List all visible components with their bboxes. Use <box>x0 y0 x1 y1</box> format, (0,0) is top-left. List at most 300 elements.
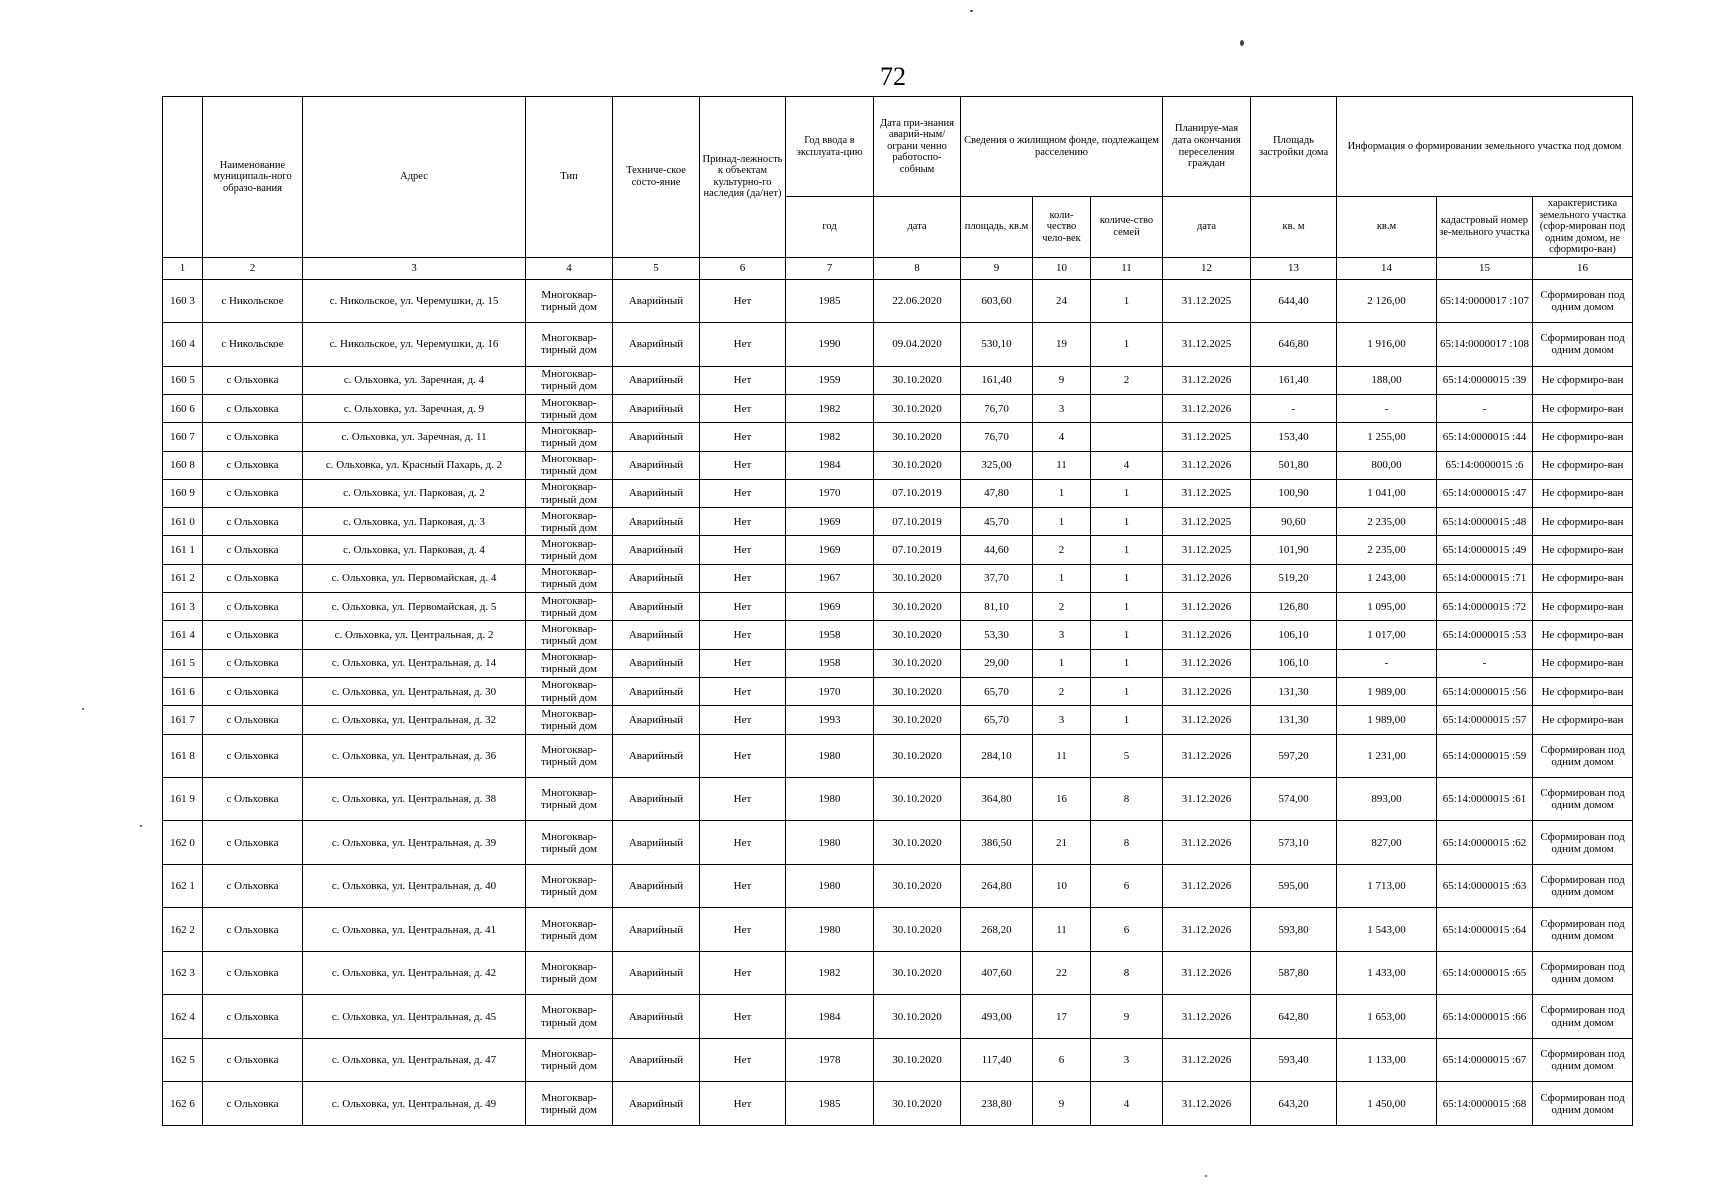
land-status-cell: Сформирован под одним домом <box>1533 1038 1633 1081</box>
land-status-cell: Не сформиро-ван <box>1533 366 1633 394</box>
land-status-cell: Не сформиро-ван <box>1533 593 1633 621</box>
land-status-cell: Не сформиро-ван <box>1533 649 1633 677</box>
family-count-cell: 6 <box>1091 908 1163 951</box>
resettlement-date-cell: 31.12.2026 <box>1163 951 1251 994</box>
row-number: 161 9 <box>163 778 203 821</box>
resettlement-date-cell: 31.12.2026 <box>1163 677 1251 705</box>
scan-speck <box>140 825 142 827</box>
address-cell: с. Ольховка, ул. Заречная, д. 9 <box>303 394 526 422</box>
header-commission-year: Год ввода в эксплуата-цию <box>786 97 874 197</box>
cadastral-number-cell: 65:14:0000015 :62 <box>1437 821 1533 864</box>
row-number: 161 7 <box>163 706 203 734</box>
address-cell: с. Ольховка, ул. Центральная, д. 2 <box>303 621 526 649</box>
family-count-cell: 8 <box>1091 951 1163 994</box>
building-area-cell: 593,80 <box>1251 908 1337 951</box>
type-cell: Многоквар-тирный дом <box>526 1082 613 1126</box>
column-number: 3 <box>303 257 526 279</box>
emergency-date-cell: 30.10.2020 <box>874 593 961 621</box>
municipality-cell: с Ольховка <box>203 778 303 821</box>
address-cell: с. Ольховка, ул. Центральная, д. 45 <box>303 995 526 1038</box>
commission-year-cell: 1967 <box>786 564 874 592</box>
building-area-cell: 90,60 <box>1251 508 1337 536</box>
municipality-cell: с Ольховка <box>203 706 303 734</box>
housing-area-cell: 364,80 <box>961 778 1033 821</box>
municipality-cell: с Ольховка <box>203 423 303 451</box>
technical-state-cell: Аварийный <box>613 323 700 366</box>
cadastral-number-cell: - <box>1437 649 1533 677</box>
emergency-date-cell: 30.10.2020 <box>874 366 961 394</box>
municipality-cell: с Ольховка <box>203 508 303 536</box>
people-count-cell: 3 <box>1033 621 1091 649</box>
column-number: 1 <box>163 257 203 279</box>
technical-state-cell: Аварийный <box>613 479 700 507</box>
type-cell: Многоквар-тирный дом <box>526 734 613 777</box>
column-number: 16 <box>1533 257 1633 279</box>
resettlement-date-cell: 31.12.2026 <box>1163 864 1251 907</box>
heritage-cell: Нет <box>700 451 786 479</box>
heritage-cell: Нет <box>700 649 786 677</box>
cadastral-number-cell: 65:14:0000015 :68 <box>1437 1082 1533 1126</box>
heritage-cell: Нет <box>700 677 786 705</box>
technical-state-cell: Аварийный <box>613 564 700 592</box>
resettlement-date-cell: 31.12.2025 <box>1163 479 1251 507</box>
municipality-cell: с Ольховка <box>203 951 303 994</box>
technical-state-cell: Аварийный <box>613 394 700 422</box>
people-count-cell: 22 <box>1033 951 1091 994</box>
type-cell: Многоквар-тирный дом <box>526 821 613 864</box>
technical-state-cell: Аварийный <box>613 734 700 777</box>
people-count-cell: 4 <box>1033 423 1091 451</box>
building-area-cell: 587,80 <box>1251 951 1337 994</box>
people-count-cell: 11 <box>1033 908 1091 951</box>
family-count-cell: 1 <box>1091 536 1163 564</box>
table-row <box>163 621 1633 649</box>
people-count-cell: 24 <box>1033 279 1091 322</box>
land-area-cell: 1 243,00 <box>1337 564 1437 592</box>
scan-speck <box>82 708 84 710</box>
technical-state-cell: Аварийный <box>613 908 700 951</box>
column-number: 10 <box>1033 257 1091 279</box>
building-area-cell: 131,30 <box>1251 706 1337 734</box>
type-cell: Многоквар-тирный дом <box>526 479 613 507</box>
land-status-cell: Сформирован под одним домом <box>1533 908 1633 951</box>
emergency-date-cell: 30.10.2020 <box>874 423 961 451</box>
resettlement-date-cell: 31.12.2026 <box>1163 649 1251 677</box>
row-number: 160 7 <box>163 423 203 451</box>
housing-area-cell: 45,70 <box>961 508 1033 536</box>
housing-area-cell: 44,60 <box>961 536 1033 564</box>
emergency-date-cell: 22.06.2020 <box>874 279 961 322</box>
table-body <box>163 279 1633 1125</box>
building-area-cell: 519,20 <box>1251 564 1337 592</box>
cadastral-number-cell: 65:14:0000015 :66 <box>1437 995 1533 1038</box>
emergency-date-cell: 30.10.2020 <box>874 951 961 994</box>
municipality-cell: с Ольховка <box>203 564 303 592</box>
column-number: 13 <box>1251 257 1337 279</box>
row-number: 162 3 <box>163 951 203 994</box>
building-area-cell: 501,80 <box>1251 451 1337 479</box>
table-row <box>163 908 1633 951</box>
family-count-cell: 1 <box>1091 621 1163 649</box>
cadastral-number-cell: 65:14:0000015 :57 <box>1437 706 1533 734</box>
resettlement-date-cell: 31.12.2025 <box>1163 423 1251 451</box>
row-number: 160 3 <box>163 279 203 322</box>
address-cell: с. Ольховка, ул. Центральная, д. 49 <box>303 1082 526 1126</box>
table-row <box>163 1038 1633 1081</box>
family-count-cell: 1 <box>1091 279 1163 322</box>
municipality-cell: с Ольховка <box>203 1038 303 1081</box>
housing-area-cell: 386,50 <box>961 821 1033 864</box>
heritage-cell: Нет <box>700 1038 786 1081</box>
land-area-cell: 1 255,00 <box>1337 423 1437 451</box>
building-area-cell: 101,90 <box>1251 536 1337 564</box>
emergency-date-cell: 30.10.2020 <box>874 649 961 677</box>
municipality-cell: с Ольховка <box>203 821 303 864</box>
cadastral-number-cell: 65:14:0000015 :64 <box>1437 908 1533 951</box>
people-count-cell: 6 <box>1033 1038 1091 1081</box>
table-row <box>163 564 1633 592</box>
table-row <box>163 778 1633 821</box>
housing-area-cell: 37,70 <box>961 564 1033 592</box>
people-count-cell: 11 <box>1033 734 1091 777</box>
commission-year-cell: 1980 <box>786 734 874 777</box>
column-number: 15 <box>1437 257 1533 279</box>
address-cell: с. Ольховка, ул. Центральная, д. 38 <box>303 778 526 821</box>
address-cell: с. Ольховка, ул. Центральная, д. 14 <box>303 649 526 677</box>
emergency-date-cell: 30.10.2020 <box>874 621 961 649</box>
housing-area-cell: 603,60 <box>961 279 1033 322</box>
resettlement-date-cell: 31.12.2026 <box>1163 995 1251 1038</box>
resettlement-date-cell: 31.12.2026 <box>1163 706 1251 734</box>
emergency-date-cell: 30.10.2020 <box>874 394 961 422</box>
heritage-cell: Нет <box>700 621 786 649</box>
address-cell: с. Ольховка, ул. Заречная, д. 11 <box>303 423 526 451</box>
header-emergency-date: Дата при-знания аварий-ным/ограни ченно работоспо-собным <box>874 97 961 197</box>
row-number: 161 4 <box>163 621 203 649</box>
land-area-cell: 800,00 <box>1337 451 1437 479</box>
row-number: 160 4 <box>163 323 203 366</box>
address-cell: с. Ольховка, ул. Центральная, д. 47 <box>303 1038 526 1081</box>
building-area-cell: 106,10 <box>1251 621 1337 649</box>
housing-registry-table <box>162 96 1633 1126</box>
municipality-cell: с Ольховка <box>203 394 303 422</box>
column-number: 14 <box>1337 257 1437 279</box>
building-area-cell: 161,40 <box>1251 366 1337 394</box>
row-number: 162 6 <box>163 1082 203 1126</box>
building-area-cell: - <box>1251 394 1337 422</box>
commission-year-cell: 1958 <box>786 649 874 677</box>
subheader-land-area-unit: кв.м <box>1337 197 1437 258</box>
row-number: 162 1 <box>163 864 203 907</box>
cadastral-number-cell: 65:14:0000015 :65 <box>1437 951 1533 994</box>
resettlement-date-cell: 31.12.2025 <box>1163 279 1251 322</box>
heritage-cell: Нет <box>700 995 786 1038</box>
cadastral-number-cell: 65:14:0000015 :48 <box>1437 508 1533 536</box>
table-row <box>163 821 1633 864</box>
resettlement-date-cell: 31.12.2026 <box>1163 394 1251 422</box>
scan-speck <box>1205 1175 1207 1177</box>
address-cell: с. Ольховка, ул. Центральная, д. 36 <box>303 734 526 777</box>
land-area-cell: 1 989,00 <box>1337 706 1437 734</box>
address-cell: с. Ольховка, ул. Центральная, д. 32 <box>303 706 526 734</box>
row-number: 162 5 <box>163 1038 203 1081</box>
people-count-cell: 19 <box>1033 323 1091 366</box>
commission-year-cell: 1985 <box>786 1082 874 1126</box>
heritage-cell: Нет <box>700 821 786 864</box>
commission-year-cell: 1993 <box>786 706 874 734</box>
row-number: 161 8 <box>163 734 203 777</box>
land-area-cell: 1 433,00 <box>1337 951 1437 994</box>
subheader-people: коли-чество чело-век <box>1033 197 1091 258</box>
housing-area-cell: 238,80 <box>961 1082 1033 1126</box>
technical-state-cell: Аварийный <box>613 536 700 564</box>
type-cell: Многоквар-тирный дом <box>526 323 613 366</box>
family-count-cell: 4 <box>1091 1082 1163 1126</box>
land-status-cell: Не сформиро-ван <box>1533 621 1633 649</box>
people-count-cell: 9 <box>1033 1082 1091 1126</box>
technical-state-cell: Аварийный <box>613 593 700 621</box>
land-status-cell: Не сформиро-ван <box>1533 508 1633 536</box>
technical-state-cell: Аварийный <box>613 423 700 451</box>
family-count-cell: 6 <box>1091 864 1163 907</box>
emergency-date-cell: 07.10.2019 <box>874 508 961 536</box>
municipality-cell: с Ольховка <box>203 864 303 907</box>
cadastral-number-cell: 65:14:0000015 :59 <box>1437 734 1533 777</box>
family-count-cell: 2 <box>1091 366 1163 394</box>
cadastral-number-cell: 65:14:0000015 :56 <box>1437 677 1533 705</box>
resettlement-date-cell: 31.12.2026 <box>1163 451 1251 479</box>
row-number: 161 6 <box>163 677 203 705</box>
municipality-cell: с Ольховка <box>203 366 303 394</box>
commission-year-cell: 1982 <box>786 423 874 451</box>
row-number: 161 2 <box>163 564 203 592</box>
resettlement-date-cell: 31.12.2026 <box>1163 621 1251 649</box>
header-land-info: Информация о формировании земельного участка под домом <box>1337 97 1633 197</box>
type-cell: Многоквар-тирный дом <box>526 649 613 677</box>
housing-area-cell: 81,10 <box>961 593 1033 621</box>
heritage-cell: Нет <box>700 778 786 821</box>
housing-area-cell: 76,70 <box>961 394 1033 422</box>
cadastral-number-cell: 65:14:0000015 :67 <box>1437 1038 1533 1081</box>
housing-area-cell: 325,00 <box>961 451 1033 479</box>
row-number: 162 0 <box>163 821 203 864</box>
building-area-cell: 106,10 <box>1251 649 1337 677</box>
table-row <box>163 323 1633 366</box>
row-number: 160 6 <box>163 394 203 422</box>
address-cell: с. Ольховка, ул. Парковая, д. 3 <box>303 508 526 536</box>
family-count-cell: 1 <box>1091 706 1163 734</box>
header-heritage: Принад-лежность к объектам культурно-го наследия (да/нет) <box>700 97 786 258</box>
heritage-cell: Нет <box>700 706 786 734</box>
municipality-cell: с Никольское <box>203 279 303 322</box>
family-count-cell: 9 <box>1091 995 1163 1038</box>
land-status-cell: Сформирован под одним домом <box>1533 279 1633 322</box>
column-number: 11 <box>1091 257 1163 279</box>
heritage-cell: Нет <box>700 536 786 564</box>
municipality-cell: с Ольховка <box>203 621 303 649</box>
emergency-date-cell: 30.10.2020 <box>874 734 961 777</box>
header-housing-info: Сведения о жилищном фонде, подлежащем расселению <box>961 97 1163 197</box>
table-row <box>163 451 1633 479</box>
subheader-resettle-date: дата <box>1163 197 1251 258</box>
address-cell: с. Ольховка, ул. Парковая, д. 2 <box>303 479 526 507</box>
cadastral-number-cell: 65:14:0000015 :49 <box>1437 536 1533 564</box>
family-count-cell: 1 <box>1091 564 1163 592</box>
technical-state-cell: Аварийный <box>613 864 700 907</box>
heritage-cell: Нет <box>700 279 786 322</box>
people-count-cell: 1 <box>1033 508 1091 536</box>
emergency-date-cell: 30.10.2020 <box>874 677 961 705</box>
cadastral-number-cell: 65:14:0000015 :53 <box>1437 621 1533 649</box>
column-number: 7 <box>786 257 874 279</box>
commission-year-cell: 1969 <box>786 593 874 621</box>
land-status-cell: Сформирован под одним домом <box>1533 1082 1633 1126</box>
address-cell: с. Ольховка, ул. Центральная, д. 41 <box>303 908 526 951</box>
cadastral-number-cell: 65:14:0000017 :107 <box>1437 279 1533 322</box>
technical-state-cell: Аварийный <box>613 706 700 734</box>
technical-state-cell: Аварийный <box>613 951 700 994</box>
address-cell: с. Ольховка, ул. Заречная, д. 4 <box>303 366 526 394</box>
table-row <box>163 677 1633 705</box>
family-count-cell: 1 <box>1091 593 1163 621</box>
resettlement-date-cell: 31.12.2025 <box>1163 536 1251 564</box>
type-cell: Многоквар-тирный дом <box>526 536 613 564</box>
emergency-date-cell: 30.10.2020 <box>874 864 961 907</box>
people-count-cell: 1 <box>1033 479 1091 507</box>
technical-state-cell: Аварийный <box>613 508 700 536</box>
land-status-cell: Сформирован под одним домом <box>1533 995 1633 1038</box>
table-row <box>163 1082 1633 1126</box>
heritage-cell: Нет <box>700 951 786 994</box>
family-count-cell: 5 <box>1091 734 1163 777</box>
emergency-date-cell: 30.10.2020 <box>874 778 961 821</box>
municipality-cell: с Ольховка <box>203 677 303 705</box>
table-row <box>163 366 1633 394</box>
heritage-cell: Нет <box>700 394 786 422</box>
land-area-cell: 1 133,00 <box>1337 1038 1437 1081</box>
cadastral-number-cell: 65:14:0000015 :39 <box>1437 366 1533 394</box>
family-count-cell: 4 <box>1091 451 1163 479</box>
row-number: 161 1 <box>163 536 203 564</box>
municipality-cell: с Ольховка <box>203 593 303 621</box>
land-area-cell: 1 713,00 <box>1337 864 1437 907</box>
header-type: Тип <box>526 97 613 258</box>
housing-area-cell: 65,70 <box>961 677 1033 705</box>
header-resettlement-date: Планируе-мая дата окончания переселения граждан <box>1163 97 1251 197</box>
address-cell: с. Никольское, ул. Черемушки, д. 16 <box>303 323 526 366</box>
subheader-date: дата <box>874 197 961 258</box>
table-row <box>163 706 1633 734</box>
land-area-cell: 188,00 <box>1337 366 1437 394</box>
land-status-cell: Не сформиро-ван <box>1533 423 1633 451</box>
address-cell: с. Ольховка, ул. Центральная, д. 42 <box>303 951 526 994</box>
land-status-cell: Не сформиро-ван <box>1533 564 1633 592</box>
people-count-cell: 1 <box>1033 649 1091 677</box>
building-area-cell: 642,80 <box>1251 995 1337 1038</box>
column-number: 9 <box>961 257 1033 279</box>
people-count-cell: 17 <box>1033 995 1091 1038</box>
heritage-cell: Нет <box>700 423 786 451</box>
municipality-cell: с Ольховка <box>203 908 303 951</box>
resettlement-date-cell: 31.12.2025 <box>1163 323 1251 366</box>
commission-year-cell: 1970 <box>786 479 874 507</box>
technical-state-cell: Аварийный <box>613 1082 700 1126</box>
commission-year-cell: 1970 <box>786 677 874 705</box>
row-number: 161 5 <box>163 649 203 677</box>
building-area-cell: 644,40 <box>1251 279 1337 322</box>
column-number: 12 <box>1163 257 1251 279</box>
table-row <box>163 649 1633 677</box>
table-row <box>163 536 1633 564</box>
type-cell: Многоквар-тирный дом <box>526 1038 613 1081</box>
scan-speck <box>970 10 973 12</box>
table-row <box>163 479 1633 507</box>
land-status-cell: Не сформиро-ван <box>1533 706 1633 734</box>
table-row <box>163 508 1633 536</box>
table-row <box>163 995 1633 1038</box>
commission-year-cell: 1984 <box>786 995 874 1038</box>
column-number: 6 <box>700 257 786 279</box>
table-row <box>163 593 1633 621</box>
resettlement-date-cell: 31.12.2026 <box>1163 564 1251 592</box>
header-municipality: Наименование муниципаль-ного образо-вания <box>203 97 303 258</box>
table-row <box>163 864 1633 907</box>
table-row <box>163 279 1633 322</box>
commission-year-cell: 1984 <box>786 451 874 479</box>
housing-area-cell: 268,20 <box>961 908 1033 951</box>
people-count-cell: 1 <box>1033 564 1091 592</box>
family-count-cell: 1 <box>1091 677 1163 705</box>
row-number: 160 5 <box>163 366 203 394</box>
header-technical-state: Техниче-ское состо-яние <box>613 97 700 258</box>
municipality-cell: с Ольховка <box>203 734 303 777</box>
municipality-cell: с Ольховка <box>203 536 303 564</box>
cadastral-number-cell: - <box>1437 394 1533 422</box>
land-area-cell: - <box>1337 649 1437 677</box>
technical-state-cell: Аварийный <box>613 778 700 821</box>
housing-area-cell: 264,80 <box>961 864 1033 907</box>
heritage-cell: Нет <box>700 508 786 536</box>
municipality-cell: с Ольховка <box>203 479 303 507</box>
commission-year-cell: 1985 <box>786 279 874 322</box>
technical-state-cell: Аварийный <box>613 366 700 394</box>
people-count-cell: 21 <box>1033 821 1091 864</box>
row-number: 160 9 <box>163 479 203 507</box>
row-number: 160 8 <box>163 451 203 479</box>
land-status-cell: Не сформиро-ван <box>1533 536 1633 564</box>
technical-state-cell: Аварийный <box>613 621 700 649</box>
family-count-cell: 8 <box>1091 821 1163 864</box>
address-cell: с. Ольховка, ул. Парковая, д. 4 <box>303 536 526 564</box>
row-number: 161 3 <box>163 593 203 621</box>
people-count-cell: 3 <box>1033 394 1091 422</box>
land-area-cell: 1 095,00 <box>1337 593 1437 621</box>
people-count-cell: 2 <box>1033 536 1091 564</box>
commission-year-cell: 1980 <box>786 821 874 864</box>
cadastral-number-cell: 65:14:0000017 :108 <box>1437 323 1533 366</box>
cadastral-number-cell: 65:14:0000015 :47 <box>1437 479 1533 507</box>
land-area-cell: 2 126,00 <box>1337 279 1437 322</box>
municipality-cell: с Ольховка <box>203 649 303 677</box>
type-cell: Многоквар-тирный дом <box>526 451 613 479</box>
row-number: 161 0 <box>163 508 203 536</box>
header-row-number <box>163 97 203 258</box>
land-area-cell: - <box>1337 394 1437 422</box>
address-cell: с. Ольховка, ул. Центральная, д. 39 <box>303 821 526 864</box>
building-area-cell: 595,00 <box>1251 864 1337 907</box>
resettlement-date-cell: 31.12.2026 <box>1163 821 1251 864</box>
commission-year-cell: 1969 <box>786 536 874 564</box>
